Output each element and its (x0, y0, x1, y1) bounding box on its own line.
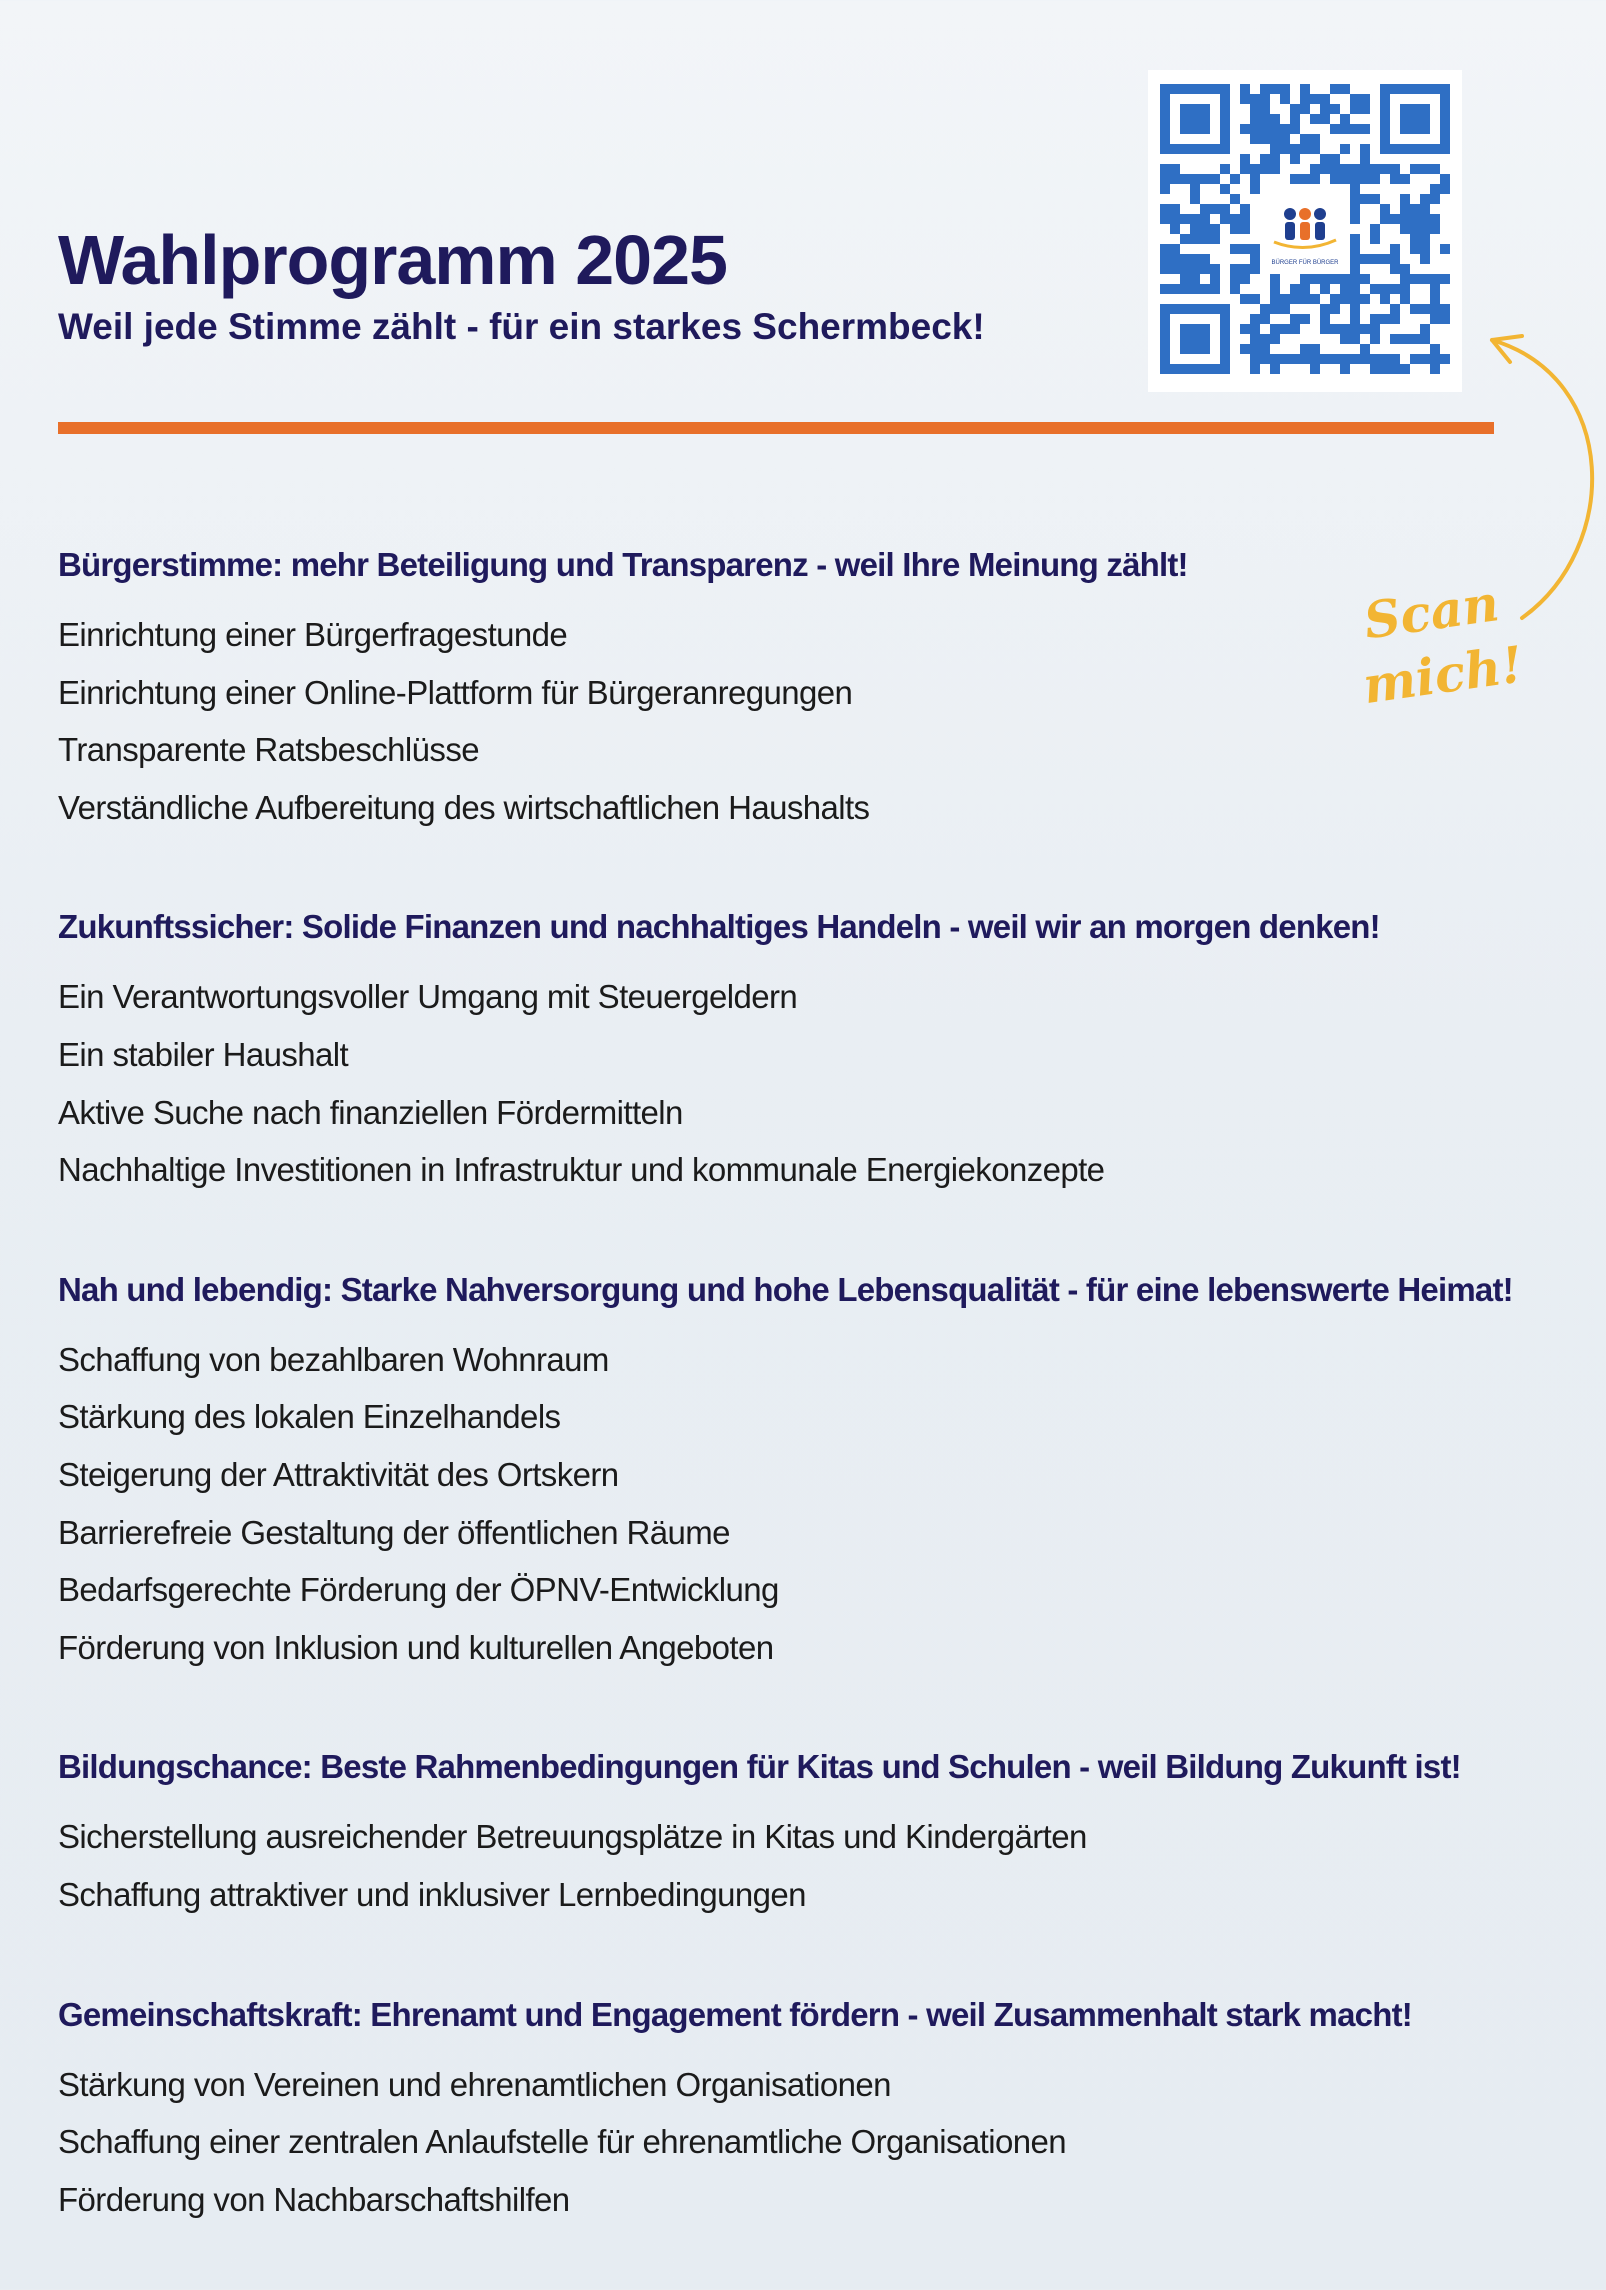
section-item-list (58, 2056, 1588, 2229)
section-heading: Nah und lebendig: Starke Nahversorgung und hohe Lebensqualität - für eine lebenswerte Heimat! (58, 1270, 1513, 1308)
list-item: Steigerung der Attraktivität des Ortskern (58, 1455, 619, 1493)
svg-text:BÜRGER FÜR BÜRGER: BÜRGER FÜR BÜRGER (1271, 260, 1339, 266)
list-item: Aktive Suche nach finanziellen Fördermitteln (58, 1093, 683, 1131)
list-item: Ein Verantwortungsvoller Umgang mit Steuergeldern (58, 978, 798, 1016)
section-heading: Gemeinschaftskraft: Ehrenamt und Engagement fördern - weil Zusammenhalt stark macht! (58, 1995, 1412, 2033)
section-item-list (58, 606, 1588, 836)
list-item: Transparente Ratsbeschlüsse (58, 731, 479, 769)
program-section (58, 1986, 1588, 2229)
page-subtitle: Weil jede Stimme zählt - für ein starkes Schermbeck! (58, 306, 985, 347)
program-sections (58, 536, 1588, 2290)
section-heading: Bürgerstimme: mehr Beteiligung und Transparenz - weil Ihre Meinung zählt! (58, 546, 1188, 583)
list-item: Stärkung von Vereinen und ehrenamtlichen Organisationen (58, 2065, 891, 2103)
list-item: Barrierefreie Gestaltung der öffentlichen Räume (58, 1513, 730, 1551)
list-item: Schaffung einer zentralen Anlaufstelle für ehrenamtliche Organisationen (58, 2123, 1066, 2161)
scan-callout-line2: mich! (1359, 634, 1527, 716)
section-item-list (58, 1808, 1588, 1923)
scan-callout-line1: Scan (1360, 573, 1503, 651)
section-item-list (58, 968, 1588, 1198)
section-heading: Zukunftssicher: Solide Finanzen und nachhaltiges Handeln - weil wir an morgen denken! (58, 908, 1380, 946)
section-heading: Bildungschance: Beste Rahmenbedingungen für Kitas und Schulen - weil Bildung Zukunft ist! (58, 1748, 1461, 1786)
program-section (58, 536, 1588, 836)
list-item: Förderung von Nachbarschaftshilfen (58, 2180, 570, 2218)
list-item: Förderung von Inklusion und kulturellen Angeboten (58, 1628, 774, 1666)
list-item: Sicherstellung ausreichender Betreuungsplätze in Kitas und Kindergärten (58, 1818, 1087, 1856)
list-item: Schaffung von bezahlbaren Wohnraum (58, 1340, 609, 1378)
list-item: Nachhaltige Investitionen in Infrastruktur und kommunale Energiekonzepte (58, 1151, 1105, 1189)
page-title: Wahlprogramm 2025 (58, 220, 727, 299)
program-section (58, 1738, 1588, 1923)
list-item: Schaffung attraktiver und inklusiver Lernbedingungen (58, 1875, 806, 1913)
list-item: Einrichtung einer Online-Plattform für Bürgeranregungen (58, 673, 853, 711)
program-section (58, 1261, 1588, 1677)
list-item: Bedarfsgerechte Förderung der ÖPNV-Entwicklung (58, 1571, 779, 1609)
section-item-list (58, 1331, 1588, 1677)
qr-code-icon (1148, 70, 1462, 392)
list-item: Ein stabiler Haushalt (58, 1035, 349, 1073)
qr-code[interactable] (1148, 70, 1462, 392)
program-section (58, 898, 1588, 1198)
accent-divider (58, 422, 1494, 434)
list-item: Verständliche Aufbereitung des wirtschaftlichen Haushalts (58, 788, 870, 826)
list-item: Stärkung des lokalen Einzelhandels (58, 1398, 561, 1436)
list-item: Einrichtung einer Bürgerfragestunde (58, 616, 568, 653)
